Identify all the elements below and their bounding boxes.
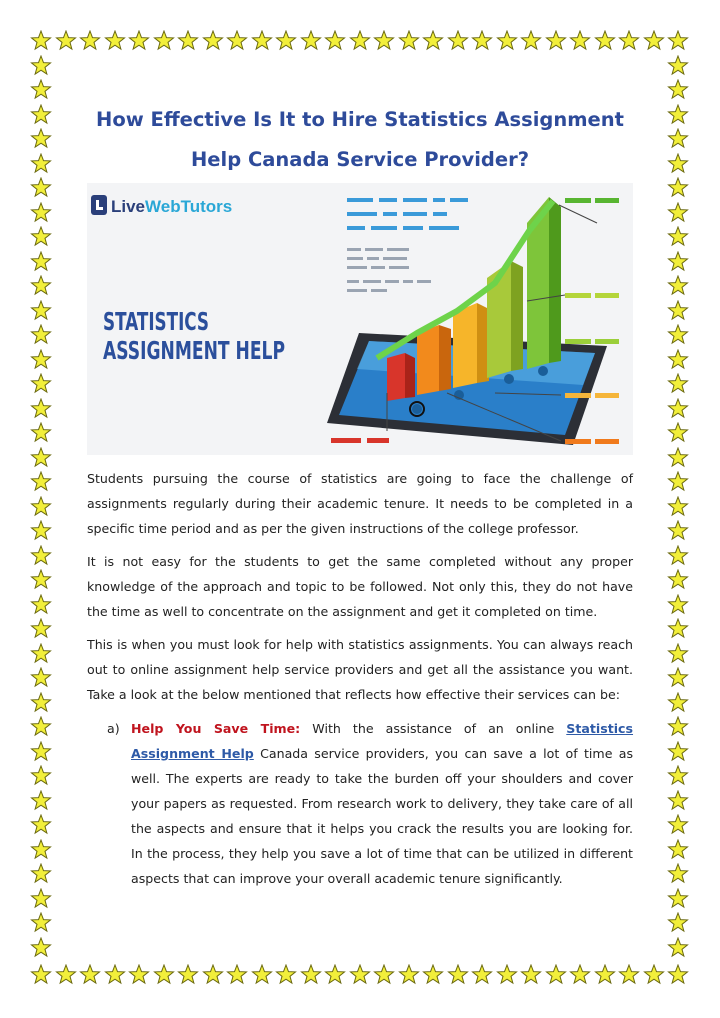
star-icon (30, 55, 52, 77)
star-icon (79, 30, 101, 52)
star-icon (569, 30, 591, 52)
star-icon (398, 964, 420, 986)
star-icon (569, 964, 591, 986)
star-icon (275, 964, 297, 986)
star-icon (30, 226, 52, 248)
star-icon (667, 937, 689, 959)
star-icon (667, 643, 689, 665)
star-icon (618, 964, 640, 986)
paragraph-1: Students pursuing the course of statistics are going to face the challenge of assignments regularly during their academic tenure. It needs to be completed in a specific time period and as per the given instructions of the college professor. (87, 471, 633, 536)
star-icon (30, 790, 52, 812)
star-icon (30, 716, 52, 738)
star-icon (667, 373, 689, 395)
logo-text-live: Live (111, 197, 146, 216)
star-icon (30, 202, 52, 224)
star-icon (447, 964, 469, 986)
star-icon (30, 667, 52, 689)
star-icon (30, 30, 52, 52)
list-text-after-link: Canada service providers, you can save a lot of time as well. The experts are ready to take the burden off your shoulders and cover your papers as requested. From research work to delivery, they take care of all the aspects and ensure that it helps you crack the results you are looking for. In the process, they help you save a lot of time that can be utilized in different aspects that can improve your overall academic tenure significantly. (131, 746, 634, 886)
star-icon (545, 30, 567, 52)
star-icon (667, 251, 689, 273)
list-item-body (131, 716, 633, 891)
star-icon (251, 30, 273, 52)
star-icon (373, 964, 395, 986)
star-icon (594, 30, 616, 52)
star-icon (667, 839, 689, 861)
paragraph-2: It is not easy for the students to get the same completed without any proper knowledge of the approach and topic to be followed. Not only this, they do not have the time as well to concentrate on the assignment and get it completed on time. (87, 554, 633, 619)
star-icon (30, 964, 52, 986)
star-icon (618, 30, 640, 52)
star-icon (30, 839, 52, 861)
decor-lines-grey (347, 248, 431, 292)
hero-image (87, 183, 633, 455)
star-icon (30, 153, 52, 175)
star-icon (30, 888, 52, 910)
star-icon (30, 300, 52, 322)
star-icon (667, 422, 689, 444)
star-icon (300, 30, 322, 52)
star-icon (667, 594, 689, 616)
star-icon (30, 373, 52, 395)
star-icon (520, 964, 542, 986)
star-icon (30, 863, 52, 885)
star-icon (349, 30, 371, 52)
star-icon (104, 964, 126, 986)
star-icon (643, 964, 665, 986)
star-icon (496, 30, 518, 52)
star-icon (398, 30, 420, 52)
star-icon (520, 30, 542, 52)
star-icon (667, 398, 689, 420)
list-item-lead: Help You Save Time: (131, 721, 301, 736)
star-icon (30, 618, 52, 640)
star-icon (275, 30, 297, 52)
star-icon (55, 30, 77, 52)
star-icon (667, 447, 689, 469)
star-icon (471, 964, 493, 986)
star-icon (667, 964, 689, 986)
star-icon (30, 520, 52, 542)
decor-lines-top (347, 198, 468, 230)
star-icon (30, 104, 52, 126)
star-icon (447, 30, 469, 52)
star-icon (667, 716, 689, 738)
star-icon (667, 790, 689, 812)
star-icon (667, 153, 689, 175)
star-icon (30, 692, 52, 714)
star-icon (667, 104, 689, 126)
star-icon (30, 937, 52, 959)
star-icon (667, 30, 689, 52)
hero-heading-line2: ASSIGNMENT HELP (103, 336, 285, 365)
star-icon (667, 667, 689, 689)
star-icon (594, 964, 616, 986)
star-icon (667, 496, 689, 518)
star-icon (667, 349, 689, 371)
star-icon (667, 888, 689, 910)
star-icon (30, 128, 52, 150)
star-icon (373, 30, 395, 52)
star-icon (667, 324, 689, 346)
star-icon (422, 30, 444, 52)
page-title-line2: Help Canada Service Provider? (190, 148, 530, 171)
star-icon (226, 964, 248, 986)
star-icon (324, 964, 346, 986)
star-icon (667, 471, 689, 493)
paragraph-3: This is when you must look for help with statistics assignments. You can always reach out to online assignment help service providers and get all the assistance you want. Take a look at the below mentioned that reflects how effective their services can be: (87, 637, 633, 702)
star-icon (128, 30, 150, 52)
star-icon (667, 545, 689, 567)
star-icon (30, 422, 52, 444)
star-icon (30, 765, 52, 787)
star-icon (153, 964, 175, 986)
star-icon (422, 964, 444, 986)
star-icon (643, 30, 665, 52)
page-title-line1: How Effective Is It to Hire Statistics Assignment (96, 108, 624, 131)
star-icon (30, 447, 52, 469)
star-icon (667, 202, 689, 224)
hero-illustration (87, 183, 633, 455)
star-icon (667, 569, 689, 591)
star-icon (30, 275, 52, 297)
logo-text-web: WebTutors (145, 197, 233, 216)
star-icon (667, 912, 689, 934)
star-icon (30, 349, 52, 371)
star-icon (300, 964, 322, 986)
star-icon (667, 177, 689, 199)
star-icon (251, 964, 273, 986)
star-icon (667, 300, 689, 322)
star-icon (545, 964, 567, 986)
star-icon (496, 964, 518, 986)
title-block (86, 100, 634, 180)
star-icon (153, 30, 175, 52)
star-icon (30, 814, 52, 836)
star-icon (667, 128, 689, 150)
star-icon (30, 741, 52, 763)
star-icon (202, 964, 224, 986)
star-icon (30, 79, 52, 101)
star-icon (471, 30, 493, 52)
star-icon (667, 55, 689, 77)
star-icon (177, 964, 199, 986)
star-icon (667, 863, 689, 885)
star-icon (202, 30, 224, 52)
star-icon (30, 496, 52, 518)
star-icon (30, 177, 52, 199)
star-icon (667, 692, 689, 714)
star-icon (30, 471, 52, 493)
statistics-assignment-help-link[interactable]: Statistics Assignment Help (131, 721, 634, 761)
star-icon (226, 30, 248, 52)
star-icon (667, 618, 689, 640)
star-icon (667, 765, 689, 787)
logo-icon (91, 195, 107, 215)
star-icon (30, 912, 52, 934)
star-icon (79, 964, 101, 986)
hero-heading-line1: STATISTICS (103, 307, 209, 336)
list-text-before-link: With the assistance of an online (300, 721, 567, 736)
star-icon (177, 30, 199, 52)
star-icon (349, 964, 371, 986)
star-icon (667, 741, 689, 763)
star-icon (667, 814, 689, 836)
star-icon (30, 324, 52, 346)
list-marker: a) (107, 721, 120, 736)
star-icon (667, 520, 689, 542)
star-icon (30, 594, 52, 616)
star-icon (30, 569, 52, 591)
star-icon (667, 226, 689, 248)
star-icon (30, 643, 52, 665)
svg-text:LiveWebTutors (111, 197, 232, 216)
star-icon (667, 275, 689, 297)
star-icon (667, 79, 689, 101)
star-icon (30, 398, 52, 420)
star-icon (55, 964, 77, 986)
star-icon (104, 30, 126, 52)
star-icon (128, 964, 150, 986)
star-icon (30, 251, 52, 273)
star-icon (30, 545, 52, 567)
star-icon (324, 30, 346, 52)
